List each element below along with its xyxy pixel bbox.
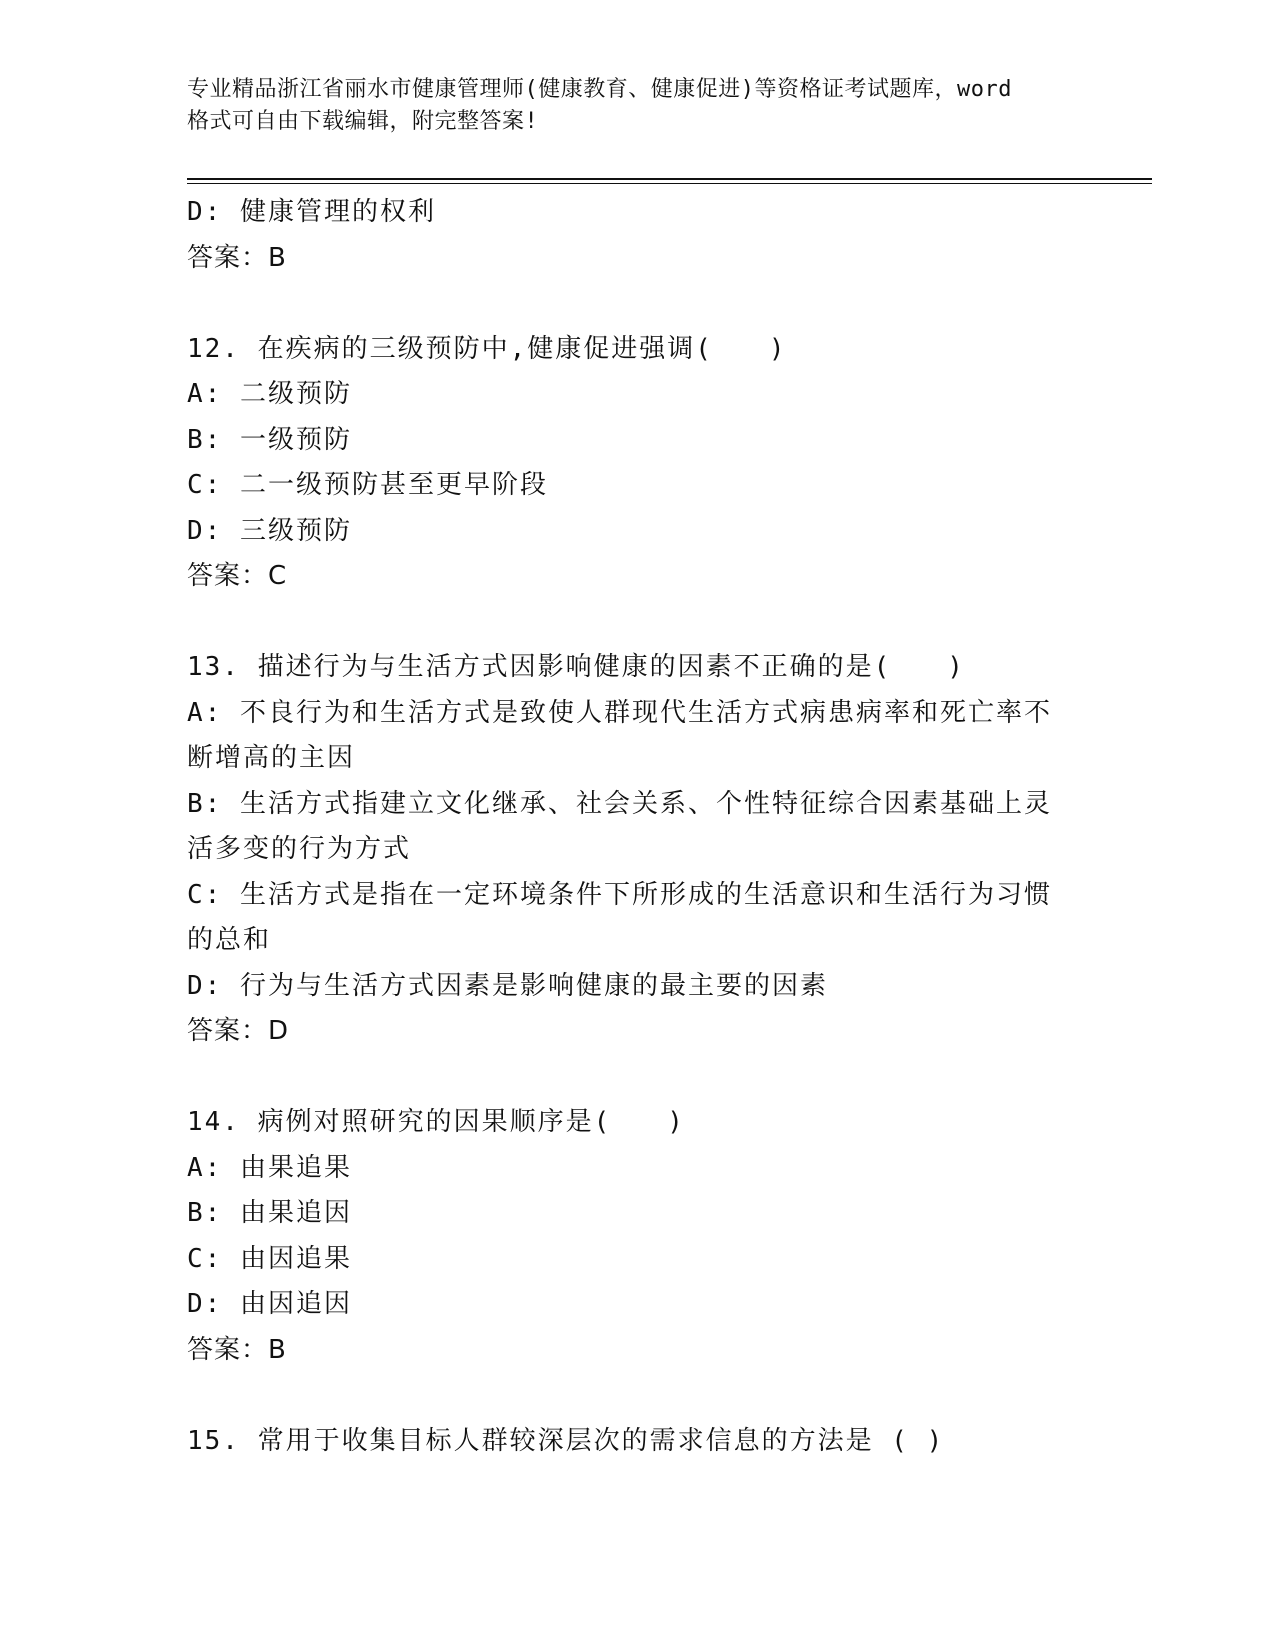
option-c: C: 由因追果 bbox=[187, 1243, 352, 1274]
option-a-line-2: 断增高的主因 bbox=[187, 743, 356, 773]
spacer bbox=[187, 1055, 1087, 1101]
question-15 bbox=[187, 1419, 1087, 1465]
spacer bbox=[187, 281, 1087, 327]
question-12 bbox=[187, 327, 1087, 600]
question-stem: 13. 描述行为与生活方式因影响健康的因素不正确的是( ) bbox=[187, 652, 965, 682]
option-b-line-2: 活多变的行为方式 bbox=[187, 834, 412, 864]
option-d: D: 健康管理的权利 bbox=[187, 197, 436, 227]
option-c-line-1: C: 生活方式是指在一定环境条件下所形成的生活意识和生活行为习惯 bbox=[187, 879, 1052, 910]
header-line-2: 格式可自由下载编辑，附完整答案! bbox=[187, 109, 539, 134]
option-b: B: 一级预防 bbox=[187, 424, 352, 455]
question-13 bbox=[187, 645, 1087, 1055]
question-stem: 15. 常用于收集目标人群较深层次的需求信息的方法是 ( ) bbox=[187, 1425, 945, 1456]
answer-line: 答案：B bbox=[187, 1334, 287, 1365]
option-c-line-2: 的总和 bbox=[187, 925, 272, 955]
option-d: D: 由因追因 bbox=[187, 1289, 352, 1319]
spacer bbox=[187, 600, 1087, 646]
spacer bbox=[187, 1373, 1087, 1419]
header-divider-thick bbox=[187, 178, 1152, 180]
option-c: C: 二一级预防甚至更早阶段 bbox=[187, 470, 548, 500]
answer-line: 答案：D bbox=[187, 1016, 290, 1046]
question-stem: 12. 在疾病的三级预防中,健康促进强调( ) bbox=[187, 333, 787, 364]
option-b: B: 由果追因 bbox=[187, 1198, 352, 1228]
question-list bbox=[187, 190, 1087, 1464]
question-14 bbox=[187, 1100, 1087, 1373]
option-d: D: 行为与生活方式因素是影响健康的最主要的因素 bbox=[187, 970, 828, 1001]
answer-line: 答案：B bbox=[187, 242, 287, 273]
question-11-tail bbox=[187, 190, 1087, 281]
answer-line: 答案：C bbox=[187, 561, 288, 591]
option-a-line-1: A: 不良行为和生活方式是致使人群现代生活方式病患病率和死亡率不 bbox=[187, 697, 1052, 728]
question-stem: 14. 病例对照研究的因果顺序是( ) bbox=[187, 1107, 685, 1137]
header-divider-thin bbox=[187, 183, 1152, 184]
document-header bbox=[187, 74, 1087, 138]
option-d: D: 三级预防 bbox=[187, 515, 352, 546]
option-a: A: 二级预防 bbox=[187, 379, 352, 409]
header-line-1: 专业精品浙江省丽水市健康管理师(健康教育、健康促进)等资格证考试题库，word bbox=[187, 77, 1012, 102]
option-b-line-1: B: 生活方式指建立文化继承、社会关系、个性特征综合因素基础上灵 bbox=[187, 788, 1052, 819]
option-a: A: 由果追果 bbox=[187, 1152, 352, 1183]
